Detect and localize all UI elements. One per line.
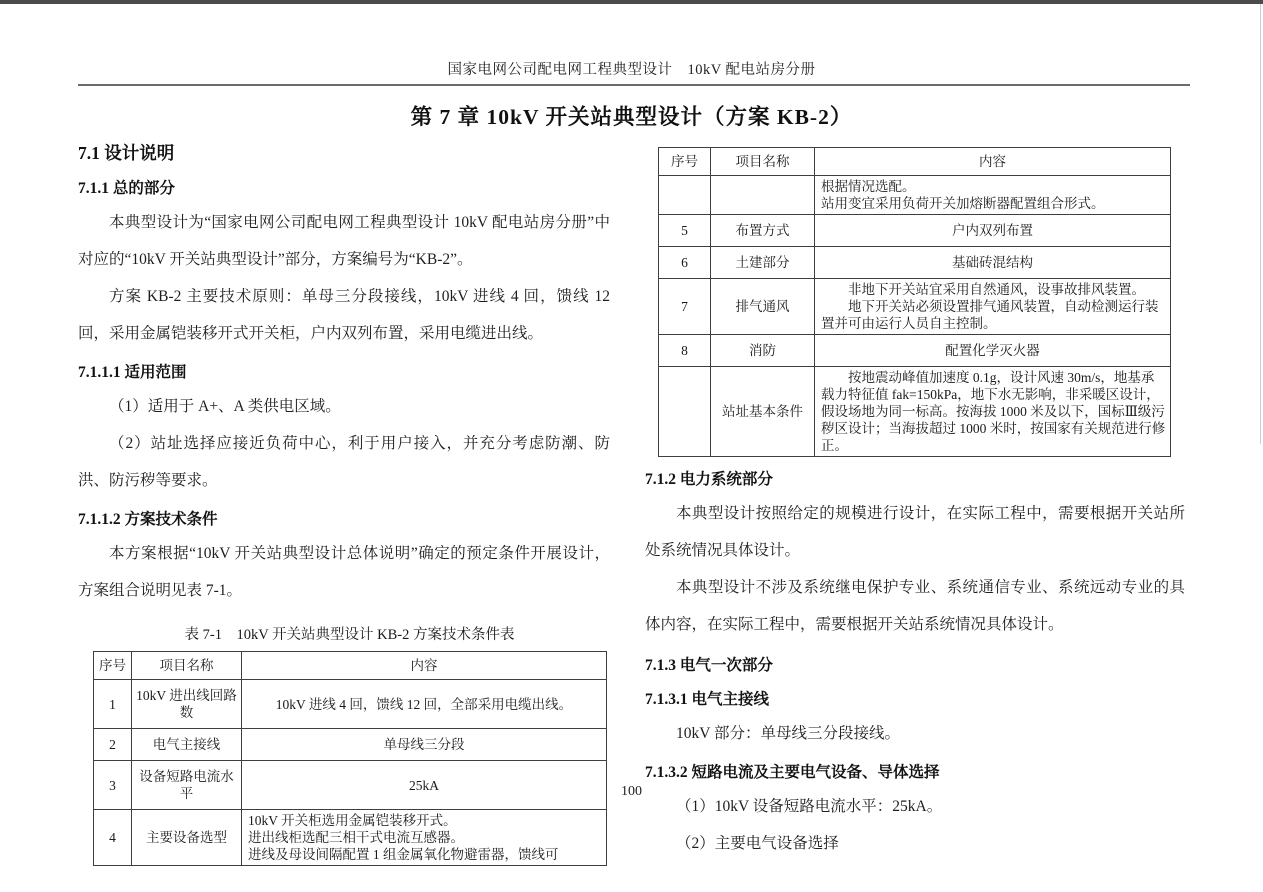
- table-row: [659, 176, 1171, 215]
- left-column: [78, 140, 610, 866]
- cell-name: 10kV 进出线回路数: [132, 680, 242, 729]
- cell-no: 2: [94, 729, 132, 761]
- heading-short-circuit: 7.1.3.2 短路电流及主要电气设备、导体选择: [645, 764, 940, 781]
- list-item: （2）站址选择应接近负荷中心，利于用户接入，并充分考虑防潮、防洪、防污秽等要求。: [78, 435, 610, 489]
- running-header: 国家电网公司配电网工程典型设计 10kV 配电站房分册: [447, 62, 816, 78]
- col-header-no: 序号: [659, 148, 711, 176]
- cell-content-line: 非地下开关站宜采用自然通风，设事故排风装置。: [848, 282, 1145, 297]
- cell-content: 户内双列布置: [815, 215, 1171, 247]
- conditions-table-part1: [93, 651, 607, 866]
- cell-content: 10kV 进线 4 回，馈线 12 回，全部采用电缆出线。: [242, 680, 607, 729]
- heading-scope: 7.1.1.1 适用范围: [78, 364, 187, 381]
- header-rule: [78, 84, 1190, 86]
- heading-power-system: 7.1.2 电力系统部分: [645, 471, 773, 488]
- cell-name: 站址基本条件: [711, 367, 815, 457]
- cell-no: [659, 176, 711, 215]
- heading-main-wiring: 7.1.3.1 电气主接线: [645, 691, 770, 708]
- cell-content-line: 站用变宜采用负荷开关加熔断器配置组合形式。: [821, 196, 1105, 211]
- list-item: （1）适用于 A+、A 类供电区域。: [109, 398, 341, 415]
- paragraph: 本典型设计不涉及系统继电保护专业、系统通信专业、系统远动专业的具体内容，在实际工程中，需要根据开关站系统情况具体设计。: [645, 579, 1185, 633]
- cell-content: [815, 279, 1171, 335]
- cell-no: 5: [659, 215, 711, 247]
- cell-content-line: 地下开关站必须设置排气通风装置，自动检测运行装: [848, 299, 1159, 314]
- heading-general: 7.1.1 总的部分: [78, 180, 175, 197]
- heading-electrical-primary: 7.1.3 电气一次部分: [645, 657, 773, 674]
- cell-name: 设备短路电流水平: [132, 761, 242, 810]
- col-header-no: 序号: [94, 652, 132, 680]
- cell-no: 7: [659, 279, 711, 335]
- paragraph: 本典型设计为“国家电网公司配电网工程典型设计 10kV 配电站房分册”中对应的“10kV 开关站典型设计”部分，方案编号为“KB-2”。: [78, 214, 610, 268]
- table-row: [659, 279, 1171, 335]
- cell-content: [815, 367, 1171, 457]
- cell-content: [815, 176, 1171, 215]
- cell-name: 电气主接线: [132, 729, 242, 761]
- cell-content-line: 载力特征值 fak=150kPa，地下水无影响，非采暖区设计，: [821, 387, 1160, 402]
- cell-content: 单母线三分段: [242, 729, 607, 761]
- cell-name: 排气通风: [711, 279, 815, 335]
- cell-no: [659, 367, 711, 457]
- table-row: [659, 215, 1171, 247]
- cell-name: 土建部分: [711, 247, 815, 279]
- cell-content-line: 假设场地为同一标高。按海拔 1000 米及以下，国标Ⅲ级污: [821, 404, 1165, 419]
- table-row: [94, 680, 607, 729]
- col-header-content: 内容: [242, 652, 607, 680]
- paragraph: 10kV 部分：单母线三分段接线。: [676, 725, 901, 742]
- cell-content: 配置化学灭火器: [815, 335, 1171, 367]
- paragraph: 方案 KB-2 主要技术原则：单母三分段接线，10kV 进线 4 回，馈线 12 回，采用金属铠装移开式开关柜，户内双列布置，采用电缆进出线。: [78, 288, 610, 342]
- col-header-name: 项目名称: [132, 652, 242, 680]
- cell-content-line: 按地震动峰值加速度 0.1g，设计风速 30m/s，地基承: [848, 370, 1155, 385]
- table-row: [659, 335, 1171, 367]
- cell-content: 基础砖混结构: [815, 247, 1171, 279]
- table-row: [94, 810, 607, 866]
- cell-name: 消防: [711, 335, 815, 367]
- cell-name: [711, 176, 815, 215]
- cell-content-line: 进线及母设间隔配置 1 组金属氧化物避雷器，馈线可: [248, 847, 559, 862]
- cell-content: 25kA: [242, 761, 607, 810]
- list-item: （2）主要电气设备选择: [676, 835, 839, 852]
- heading-conditions: 7.1.1.2 方案技术条件: [78, 511, 218, 528]
- cell-name: 主要设备选型: [132, 810, 242, 866]
- col-header-name: 项目名称: [711, 148, 815, 176]
- paragraph: 本方案根据“10kV 开关站典型设计总体说明”确定的预定条件开展设计，方案组合说明见表 7-1。: [78, 545, 610, 599]
- cell-no: 8: [659, 335, 711, 367]
- cell-no: 4: [94, 810, 132, 866]
- col-header-content: 内容: [815, 148, 1171, 176]
- cell-no: 3: [94, 761, 132, 810]
- table-row: [659, 367, 1171, 457]
- table-caption: 表 7-1 10kV 开关站典型设计 KB-2 方案技术条件表: [184, 627, 515, 643]
- cell-content-line: 正。: [821, 438, 848, 453]
- cell-no: 1: [94, 680, 132, 729]
- cell-content-line: 进出线柜选配三相干式电流互感器。: [248, 830, 464, 845]
- paragraph: 本典型设计按照给定的规模进行设计，在实际工程中，需要根据开关站所处系统情况具体设计。: [645, 505, 1185, 559]
- list-item: （1）10kV 设备短路电流水平：25kA。: [676, 798, 943, 815]
- chapter-title: 第 7 章 10kV 开关站典型设计（方案 KB-2）: [410, 105, 853, 129]
- table-header-row: [659, 148, 1171, 176]
- table-row: [94, 729, 607, 761]
- cell-content-line: 根据情况选配。: [821, 179, 916, 194]
- table-row: [659, 247, 1171, 279]
- right-column: [645, 147, 1185, 862]
- cell-content: [242, 810, 607, 866]
- cell-content-line: 置并可由运行人员自主控制。: [821, 316, 997, 331]
- table-header-row: [94, 652, 607, 680]
- heading-design-notes: 7.1 设计说明: [78, 143, 175, 163]
- cell-content-line: 秽区设计；当海拔超过 1000 米时，按国家有关规范进行修: [821, 421, 1166, 436]
- cell-name: 布置方式: [711, 215, 815, 247]
- cell-no: 6: [659, 247, 711, 279]
- conditions-table-part2: [658, 147, 1171, 457]
- cell-content-line: 10kV 开关柜选用金属铠装移开式。: [248, 813, 457, 828]
- page-number: 100: [621, 784, 642, 799]
- page-top-edge-line: [0, 0, 1263, 4]
